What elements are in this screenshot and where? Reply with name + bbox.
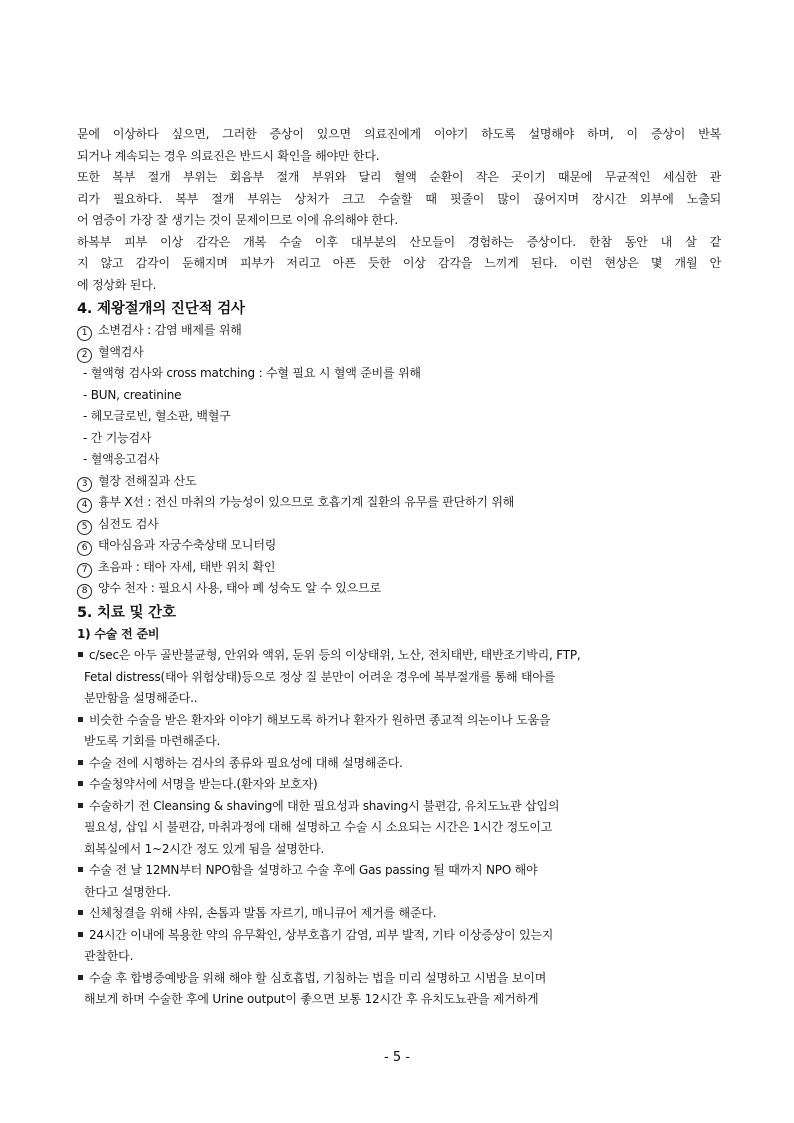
list-item-text: 심전도 검사 bbox=[98, 516, 159, 531]
section-heading: 5. 치료 및 간호 bbox=[77, 604, 176, 621]
list-item-text: 소변검사 : 감염 배제를 위해 bbox=[98, 323, 242, 337]
bullet-continuation: 받도록 기회를 마련해준다. bbox=[84, 734, 221, 748]
page-number: - 5 - bbox=[384, 1050, 410, 1065]
circled-number: 1 bbox=[77, 326, 92, 341]
dash-item: - 혈액응고검사 bbox=[83, 452, 160, 466]
bullet-continuation: 해보게 하며 수술한 후에 Urine output이 좋으면 보통 12시간 후 유치도뇨관을 제거하게 bbox=[84, 992, 539, 1006]
bullet-continuation: 관찰한다. bbox=[84, 949, 134, 963]
dash-item: - 혈액형 검사와 cross matching : 수혈 필요 시 혈액 준비를 위해 bbox=[83, 366, 421, 380]
square-bullet-icon bbox=[78, 803, 83, 808]
list-item-text: 초음파 : 태아 자세, 태반 위치 확인 bbox=[98, 559, 276, 574]
list-item bbox=[77, 342, 721, 364]
bullet-text: 24시간 이내에 복용한 약의 유무확인, 상부호흡기 감염, 피부 발적, 기타 이상증상이 있는지 bbox=[89, 927, 554, 942]
bullet-text: 수술청약서에 서명을 받는다.(환자와 보호자) bbox=[89, 777, 318, 791]
square-bullet-icon bbox=[78, 975, 83, 980]
bullet-item bbox=[77, 860, 721, 882]
list-item bbox=[77, 578, 721, 600]
bullet-text: 수술 후 합병증예방을 위해 해야 할 심호흡법, 기침하는 법을 미리 설명하고 시범을 보이며 bbox=[89, 970, 547, 985]
numbered-list bbox=[77, 320, 721, 600]
square-bullet-icon bbox=[78, 760, 83, 765]
square-bullet-icon bbox=[78, 717, 83, 722]
list-item bbox=[77, 320, 721, 342]
bullet-text: 수술 전에 시행하는 검사의 종류와 필요성에 대해 설명해준다. bbox=[89, 755, 403, 770]
paragraph-line: 에 정상화 된다. bbox=[77, 277, 157, 292]
list-item-text: 흉부 X선 : 전신 마취의 가능성이 있으므로 호흡기계 질환의 유무를 판단하기 위해 bbox=[98, 495, 515, 509]
list-item-text: 태아심음과 자궁수축상태 모니터링 bbox=[98, 538, 277, 552]
square-bullet-icon bbox=[78, 781, 83, 786]
square-bullet-icon bbox=[78, 932, 83, 937]
square-bullet-icon bbox=[78, 910, 83, 915]
paragraph-line: 문에 이상하다 싶으면, 그러한 증상이 있으면 의료진에게 이야기 하도록 설명해야 하며, 이 증상이 반복 bbox=[77, 127, 721, 141]
list-item bbox=[77, 492, 721, 514]
bullet-item bbox=[77, 645, 721, 667]
bullet-text: 수술하기 전 Cleansing & shaving에 대한 필요성과 shaving시 불편감, 유치도뇨관 삽입의 bbox=[89, 798, 560, 813]
bullet-text: 비슷한 수술을 받은 환자와 이야기 해보도록 하거나 환자가 원하면 종교적 의논이나 도움을 bbox=[89, 712, 551, 727]
bullet-continuation: 분만함을 설명해준다.. bbox=[84, 691, 198, 705]
bullet-text: 수술 전 날 12MN부터 NPO함을 설명하고 수술 후에 Gas passing 될 때까지 NPO 해야 bbox=[89, 863, 538, 877]
square-bullet-icon bbox=[78, 867, 83, 872]
square-bullet-icon bbox=[78, 652, 83, 657]
list-item-text: 혈장 전해질과 산도 bbox=[98, 473, 197, 488]
circled-number: 8 bbox=[77, 584, 92, 599]
bullet-continuation: 한다고 설명한다. bbox=[84, 884, 171, 899]
paragraph-line: 또한 복부 절개 부위는 회음부 절개 부위와 달리 혈액 순환이 작은 곳이기 때문에 무균적인 세심한 관 bbox=[77, 170, 721, 184]
paragraph-line: 하복부 피부 이상 감각은 개복 수술 이후 대부분의 산모들이 경험하는 증상이다. 한참 동안 내 살 같 bbox=[77, 234, 721, 249]
body-text bbox=[77, 124, 721, 1011]
bullet-item bbox=[77, 903, 721, 925]
paragraph-line: 지 않고 감각이 둔해지며 피부가 저리고 아픈 듯한 이상 감각을 느끼게 된다. 이런 현상은 몇 개월 안 bbox=[77, 256, 721, 270]
paragraph-line: 리가 필요하다. 복부 절개 부위는 상처가 크고 수술할 때 핏줄이 많이 끊어지며 장시간 외부에 노출되 bbox=[77, 191, 721, 206]
list-item bbox=[77, 535, 721, 557]
circled-number: 4 bbox=[77, 498, 92, 513]
bullet-item bbox=[77, 925, 721, 947]
bullet-item bbox=[77, 774, 721, 796]
section-heading: 4. 제왕절개의 진단적 검사 bbox=[77, 301, 245, 317]
list-item bbox=[77, 514, 721, 536]
circled-number: 2 bbox=[77, 348, 92, 363]
bullet-list bbox=[77, 645, 721, 1011]
subsection-heading: 1) 수술 전 준비 bbox=[77, 626, 160, 641]
dash-item: - 간 기능검사 bbox=[83, 430, 152, 445]
bullet-continuation: 회복실에서 1~2시간 정도 있게 됨을 설명한다. bbox=[84, 841, 325, 856]
bullet-text: c/sec은 아두 골반불균형, 안위와 액위, 둔위 등의 이상태위, 노산, 전치태반, 태반조기박리, FTP, bbox=[89, 648, 581, 662]
bullet-item bbox=[77, 753, 721, 775]
bullet-text: 신체청결을 위해 샤워, 손톱과 발톱 자르기, 매니큐어 제거를 해준다. bbox=[89, 906, 437, 920]
list-item-text: 혈액검사 bbox=[98, 344, 144, 359]
circled-number: 3 bbox=[77, 477, 92, 492]
bullet-continuation: 필요성, 삽입 시 불편감, 마취과정에 대해 설명하고 수술 시 소요되는 시간은 1시간 정도이고 bbox=[84, 820, 553, 834]
bullet-item bbox=[77, 796, 721, 818]
list-item-text: 양수 천자 : 필요시 사용, 태아 폐 성숙도 알 수 있으므로 bbox=[98, 581, 381, 595]
circled-number: 5 bbox=[77, 520, 92, 535]
bullet-item bbox=[77, 710, 721, 732]
paragraph-line: 어 염증이 가장 잘 생기는 것이 문제이므로 이에 유의해야 한다. bbox=[77, 213, 398, 227]
bullet-continuation: Fetal distress(태아 위험상태)등으로 정상 질 분만이 어려운 경우에 복부절개를 통해 태아를 bbox=[84, 669, 556, 684]
list-item bbox=[77, 471, 721, 493]
circled-number: 7 bbox=[77, 563, 92, 578]
dash-item: - 헤모글로빈, 혈소판, 백혈구 bbox=[83, 409, 231, 423]
dash-item: - BUN, creatinine bbox=[83, 387, 182, 402]
paragraph-line: 되거나 계속되는 경우 의료진은 반드시 확인을 해야만 한다. bbox=[77, 148, 380, 163]
circled-number: 6 bbox=[77, 541, 92, 556]
bullet-item bbox=[77, 968, 721, 990]
list-item bbox=[77, 557, 721, 579]
